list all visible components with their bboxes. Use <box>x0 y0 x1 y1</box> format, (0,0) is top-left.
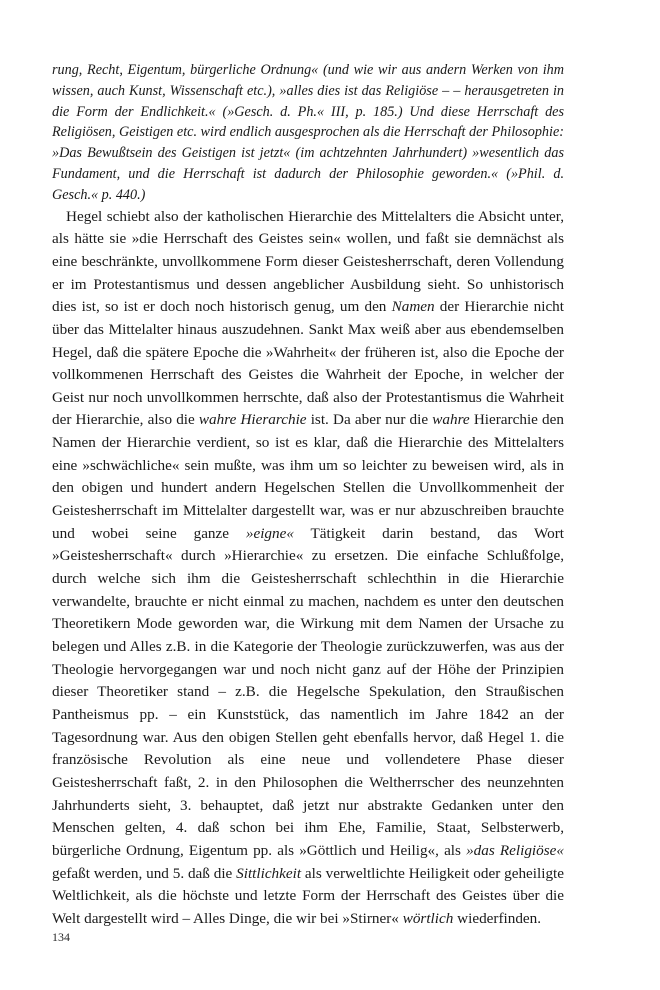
text-run: gefaßt werden, und 5. daß die <box>52 864 237 882</box>
emphasis-run: wörtlich <box>402 909 454 927</box>
text-run: Tätigkeit darin bestand, das Wort »Geistesherrschaft« durch »Hierarchie« zu ersetzen. Die einfache Schlußfolge, durch welche sich ihm die Geistesherrschaft schlechthin in die Hierarchie verwandelte, brauchte er nicht einmal zu machen, nachdem es unter den deutschen Theoretikern Mode geworden war, die Wirkung mit dem Namen der Ursache zu belegen und Alles z.B. in die Kategorie der Theologie zurückzuwerfen, was aus der Theologie hervorgegangen war und noch nicht ganz auf der Höhe der Prinzipien dieser Theoretiker stand – z.B. die Hegelsche Spekulation, den Straußischen Pantheismus pp. – ein Kunststück, das namentlich im Jahre 1842 an der Tagesordnung war. Aus den obigen Stellen geht ebenfalls hervor, daß Hegel 1. die französische Revolution als eine neue und vollendetere Phase dieser Geistesherrschaft faßt, 2. in den Philosophen die Weltherrscher des neunzehnten Jahrhunderts sieht, 3. behauptet, daß jetzt nur abstrakte Gedanken unter den Menschen gelten, 4. daß schon bei ihm Ehe, Familie, Staat, Selbsterwerb, bürgerliche Ordnung, Eigentum pp. als »Göttlich und Heilig«, als <box>52 524 565 859</box>
text-run: der Hierarchie nicht über das Mittelalter hinaus auszudehnen. Sankt Max weiß aber aus ebendemselben Hegel, daß die spätere Epoche die »Wahrheit« der früheren ist, also die Epoche der vollkommenen Herrschaft des Geistes die Wahrheit der Epoche, in welcher der Geist nur noch unvollkommen herrschte, daß also der Protestantismus die Wahrheit der Hierarchie, also die <box>52 298 565 429</box>
main-paragraph <box>52 206 564 931</box>
text-run: wiederfinden. <box>453 909 542 927</box>
page-number: 134 <box>52 930 70 944</box>
text-run: Hegel schiebt also der katholischen Hierarchie des Mittelalters die Absicht unter, als hätte sie »die Herrschaft des Geistes sein« wollen, und faßt sie demnächst als eine beschränkte, unvollkommene Form dieser Geistesherrschaft, deren Vollendung er im Protestantismus und dessen angeblicher Ausbildung sieht. So unhistorisch dies ist, so ist er doch noch historisch genug, um den <box>52 207 564 316</box>
page-body <box>52 60 564 931</box>
emphasis-run: wahre Hierarchie <box>198 411 307 429</box>
emphasis-run: »das Religiöse« <box>466 841 564 859</box>
emphasis-run: »eigne« <box>245 524 294 542</box>
emphasis-run: Namen <box>391 298 435 316</box>
text-run: als verweltlichte Heiligkeit oder geheiligte Weltlichkeit, als die höchste und letzte Form der Herrschaft des Geistes über die Welt dargestellt wird – Alles Dinge, die wir bei »Stirner« <box>52 864 565 927</box>
text-run: Hierarchie den Namen der Hierarchie verdient, so ist es klar, daß die Hierarchie des Mittelalters eine »schwächliche« sein mußte, was ihm um so leichter zu beweisen wird, als in den obigen und hundert andern Hegelschen Stellen die Unvollkommenheit der Geistesherrschaft im Mittelalter dargestellt war, was er nur abzuschreiben brauchte und wobei seine ganze <box>52 411 564 542</box>
block-quote: rung, Recht, Eigentum, bürgerliche Ordnung« (und wie wir aus andern Werken von ihm wissen, auch Kunst, Wissenschaft etc.), »alles dies ist das Religiöse – – herausgetreten in die Form der Endlichkeit.« (»Gesch. d. Ph.« III, p. 185.) Und diese Herrschaft des Religiösen, Geistigen etc. wird endlich ausgesprochen als die Herrschaft der Philosophie: »Das Bewußtsein des Geistigen ist jetzt« (im achtzehnten Jahrhundert) »wesentlich das Fundament, und die Herrschaft ist dadurch der Philosophie geworden.« (»Phil. d. Gesch.« p. 440.) <box>52 62 564 203</box>
emphasis-run: wahre <box>432 411 470 429</box>
emphasis-run: Sittlichkeit <box>236 864 302 882</box>
text-run: ist. Da aber nur die <box>306 411 433 429</box>
